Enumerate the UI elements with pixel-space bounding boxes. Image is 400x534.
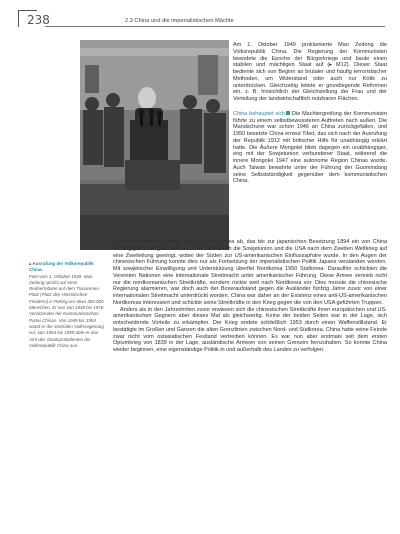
photo-illustration <box>80 40 229 250</box>
page-number: 238 <box>27 13 50 27</box>
caption-title <box>29 261 106 274</box>
paragraph-4: Anders als in den Jahrzehnten zuvor erwiesen sich die chinesischen Streitkräfte ihren europäischen und US-amerikanischen Gegnern aber dieses Mal als gleichwertig. Keine der beiden Seiten war in der Lage, sich entscheidende Vorteile zu erkämpfen. Der Krieg endete schließlich 1953 durch einen Waffenstillstand. Er bestätigte im Großen und Ganzen die alten Grenzlinien zwischen Nord- und Südkorea. China hatte seine Feinde zwar nicht vom ostasiatischen Festland vertreiben können. Es war nun aber erstmals seit dem ersten Opiumkrieg von 1839 in der Lage, ausländische Armeen von seinen Grenzen fernzuhalten. So konnte China wieder beginnen, eine eigenständige Politik in und außerhalb des Landes zu verfolgen. <box>113 306 387 353</box>
paragraph-3: Der entscheidende Konflikt spielte sich in Korea ab, das bis zur japanischen Besetzung 1894 ein von China abhängiger Staat gewesen war. Hier hatten sich die Sowjetunion und die USA nach dem Zweiten Weltkrieg auf eine Zweiteilung geeinigt, wobei der Süden zur US-amerikanischen Einflusssphäre wurde. In den Augen der chinesischen Führung konnte dies nur als Fortsetzung der imperialistischen Politik Japans verstanden werden. Mit sowjetischer Einwilligung und Unterstützung überfiel Nordkorea 1950 Südkorea. Daraufhin schickten die Vereinten Nationen eine internationale Streitmacht unter amerikanischer Führung. Diese Armee vertrieb nicht nur die nordkoreanischen Streitkräfte, sondern rückte weit nach Nordkorea vor. Dies musste die chinesische Regierung alarmieren, war doch auch der Boxeraufstand gegen die Ausländer fünfzig Jahre zuvor von einer internationalen Streitmacht unterdrückt worden. China war daher an der Existenz eines anti-US-amerikanischen Nordkoreas interessiert und schickte seine Streitkräfte in den Krieg gegen die von den USA geführten Truppen. <box>113 239 387 306</box>
margin-keyword <box>233 111 290 117</box>
caption-arrow-icon: ▴ <box>29 261 33 266</box>
marker-square-icon <box>286 111 290 115</box>
caption-title-text: Ausrufung der Volksrepublik China. <box>29 261 94 273</box>
paragraph-1: Am 1. Oktober 1949 proklamierte Mao Zedong die Volksrepublik China. Die Regierung der Kommunisten beendete die Epoche der Bürgerkriege und baute einen stabilen und mächtigen Staat auf (▸ M12). Dieser Staat bediente sich von Beginn an brutaler und häufig terroristischer Methoden, um Widerstand oder auch nur Kritik zu unterdrücken. Gleichzeitig leitete er grundlegende Reformen ein, z. B. hinsichtlich der Gleichstellung der Frau und der Verteilung der landwirtschaftlich nutzbaren Flächen. <box>233 42 387 102</box>
historical-photo <box>80 40 229 250</box>
paragraph-2-text: Die Machtergreifung der Kommunisten führte zu einem selbstbewussteren Auftreten nach außen. Die Mandschurei war schon 1946 an China zurückgefallen, und 1950 besetzte China erneut Tibet, das sich nach der Ausrufung der Republik 1912 mit britischer Hilfe für unabhängig erklärt hatte. Die Äußere Mongolei blieb dagegen ein unabhängiger, eng mit der Sowjetunion verbundener Staat, während die innere Mongolei 1947 eine autonome Region Chinas wurde. Auch Taiwan bewahrte unter der Führung der Guomindang seine Selbstständigkeit gegenüber dem kommunistischen China. <box>233 110 387 185</box>
text-column-main <box>113 239 387 354</box>
text-column-right <box>233 42 387 185</box>
caption-body: Foto vom 1. Oktober 1949. Mao Zedong spricht auf einer Rednertribüne auf dem Tiananmen-Platz (Platz des Himmlischen Friedens) in Peking vor etwa 300 000 Menschen. Er war von 1949 bis 1976 Vorsitzender der Kommunistischen Partei Chinas. Von 1949 bis 1954 stand er der zentralen Volksregierung vor, von 1954 bis 1959 übte er das Amt des Staatspräsidenten der Volksrepublik China aus. <box>29 273 104 348</box>
margin-keyword-text: China behauptet sich <box>233 110 286 117</box>
running-head: 2.3 China und die imperialistischen Mächte <box>125 18 234 24</box>
paragraph-2 <box>233 111 387 185</box>
header-rule <box>45 26 385 27</box>
photo-caption <box>29 261 106 349</box>
